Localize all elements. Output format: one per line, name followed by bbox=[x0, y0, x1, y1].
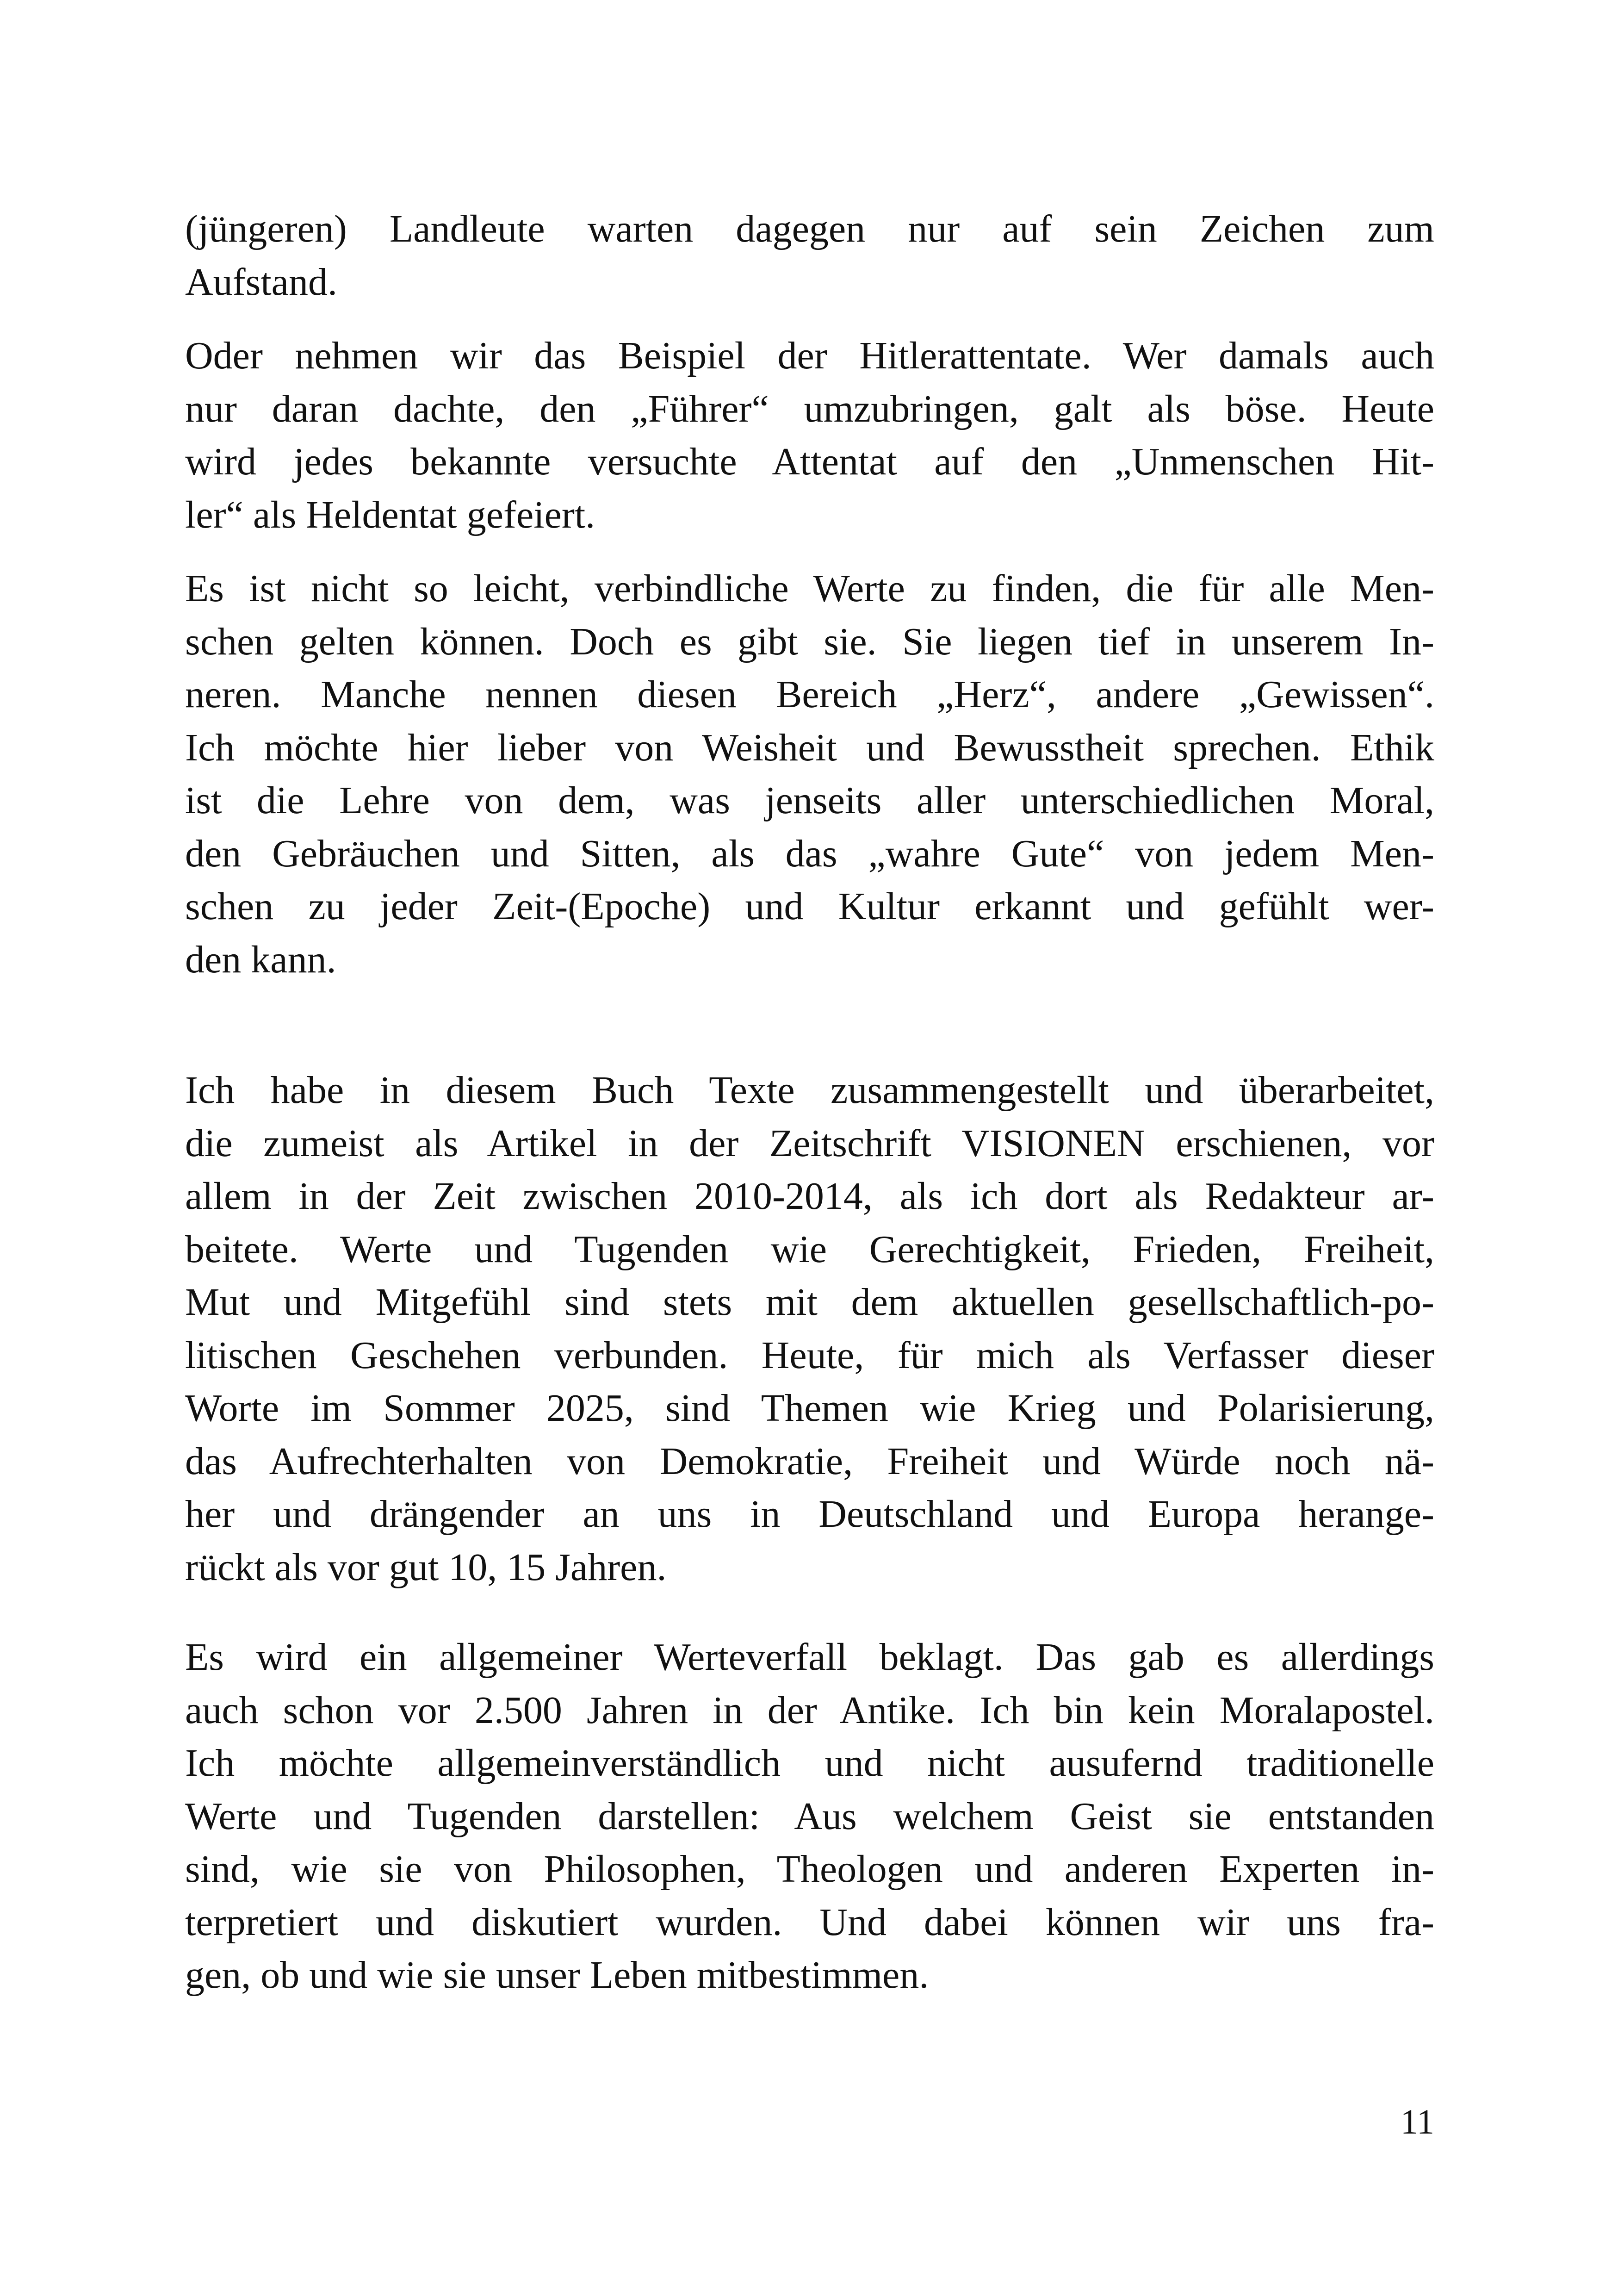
paragraph-4 bbox=[185, 1064, 1434, 1594]
text-line: das Aufrechterhalten von Demokratie, Freiheit und Würde noch nä- bbox=[185, 1439, 1434, 1483]
text-line: (jüngeren) Landleute warten dagegen nur auf sein Zeichen zum bbox=[185, 207, 1434, 250]
text-line: Ich möchte hier lieber von Weisheit und Bewusstheit sprechen. Ethik bbox=[185, 726, 1434, 769]
text-line: Aufstand. bbox=[185, 260, 337, 304]
text-line: nur daran dachte, den „Führer“ umzubringen, galt als böse. Heute bbox=[185, 387, 1434, 430]
text-line: schen gelten können. Doch es gibt sie. Sie liegen tief in unserem In- bbox=[185, 620, 1434, 663]
text-line: wird jedes bekannte versuchte Attentat auf den „Unmenschen Hit- bbox=[185, 440, 1434, 483]
paragraph-1 bbox=[185, 203, 1434, 309]
text-line: schen zu jeder Zeit-(Epoche) und Kultur erkannt und gefühlt wer- bbox=[185, 885, 1434, 928]
text-line: Ich habe in diesem Buch Texte zusammengestellt und überarbeitet, bbox=[185, 1069, 1434, 1112]
text-line: beitete. Werte und Tugenden wie Gerechtigkeit, Frieden, Freiheit, bbox=[185, 1227, 1434, 1271]
text-line: ler“ als Heldentat gefeiert. bbox=[185, 493, 595, 536]
text-line: Mut und Mitgefühl sind stets mit dem aktuellen gesellschaftlich-po- bbox=[185, 1281, 1434, 1324]
text-line: Ich möchte allgemeinverständlich und nicht ausufernd traditionelle bbox=[185, 1742, 1434, 1785]
text-line: litischen Geschehen verbunden. Heute, für mich als Verfasser dieser bbox=[185, 1333, 1434, 1377]
text-line: ist die Lehre von dem, was jenseits aller unterschiedlichen Moral, bbox=[185, 779, 1434, 822]
paragraph-5 bbox=[185, 1631, 1434, 2002]
text-line: rückt als vor gut 10, 15 Jahren. bbox=[185, 1545, 667, 1589]
text-line: terpretiert und diskutiert wurden. Und dabei können wir uns fra- bbox=[185, 1900, 1434, 1944]
text-line: auch schon vor 2.500 Jahren in der Antike. Ich bin kein Moralapostel. bbox=[185, 1688, 1434, 1732]
text-line: her und drängender an uns in Deutschland und Europa herange- bbox=[185, 1493, 1434, 1536]
page-number: 11 bbox=[1400, 2103, 1434, 2141]
text-line: Worte im Sommer 2025, sind Themen wie Krieg und Polarisierung, bbox=[185, 1387, 1434, 1430]
text-line: sind, wie sie von Philosophen, Theologen und anderen Experten in- bbox=[185, 1848, 1434, 1891]
text-line: den kann. bbox=[185, 938, 336, 981]
text-line: Es ist nicht so leicht, verbindliche Werte zu finden, die für alle Men- bbox=[185, 567, 1434, 610]
text-line: neren. Manche nennen diesen Bereich „Herz“, andere „Gewissen“. bbox=[185, 673, 1434, 716]
text-line: den Gebräuchen und Sitten, als das „wahre Gute“ von jedem Men- bbox=[185, 832, 1434, 875]
text-line: allem in der Zeit zwischen 2010-2014, als ich dort als Redakteur ar- bbox=[185, 1175, 1434, 1218]
paragraph-2 bbox=[185, 330, 1434, 541]
text-line: Es wird ein allgemeiner Werteverfall beklagt. Das gab es allerdings bbox=[185, 1636, 1434, 1679]
text-line: die zumeist als Artikel in der Zeitschrift VISIONEN erschienen, vor bbox=[185, 1121, 1434, 1165]
text-line: Werte und Tugenden darstellen: Aus welchem Geist sie entstanden bbox=[185, 1794, 1434, 1838]
text-line: Oder nehmen wir das Beispiel der Hitlerattentate. Wer damals auch bbox=[185, 334, 1434, 377]
text-line: gen, ob und wie sie unser Leben mitbestimmen. bbox=[185, 1954, 929, 1997]
paragraph-3 bbox=[185, 562, 1434, 986]
